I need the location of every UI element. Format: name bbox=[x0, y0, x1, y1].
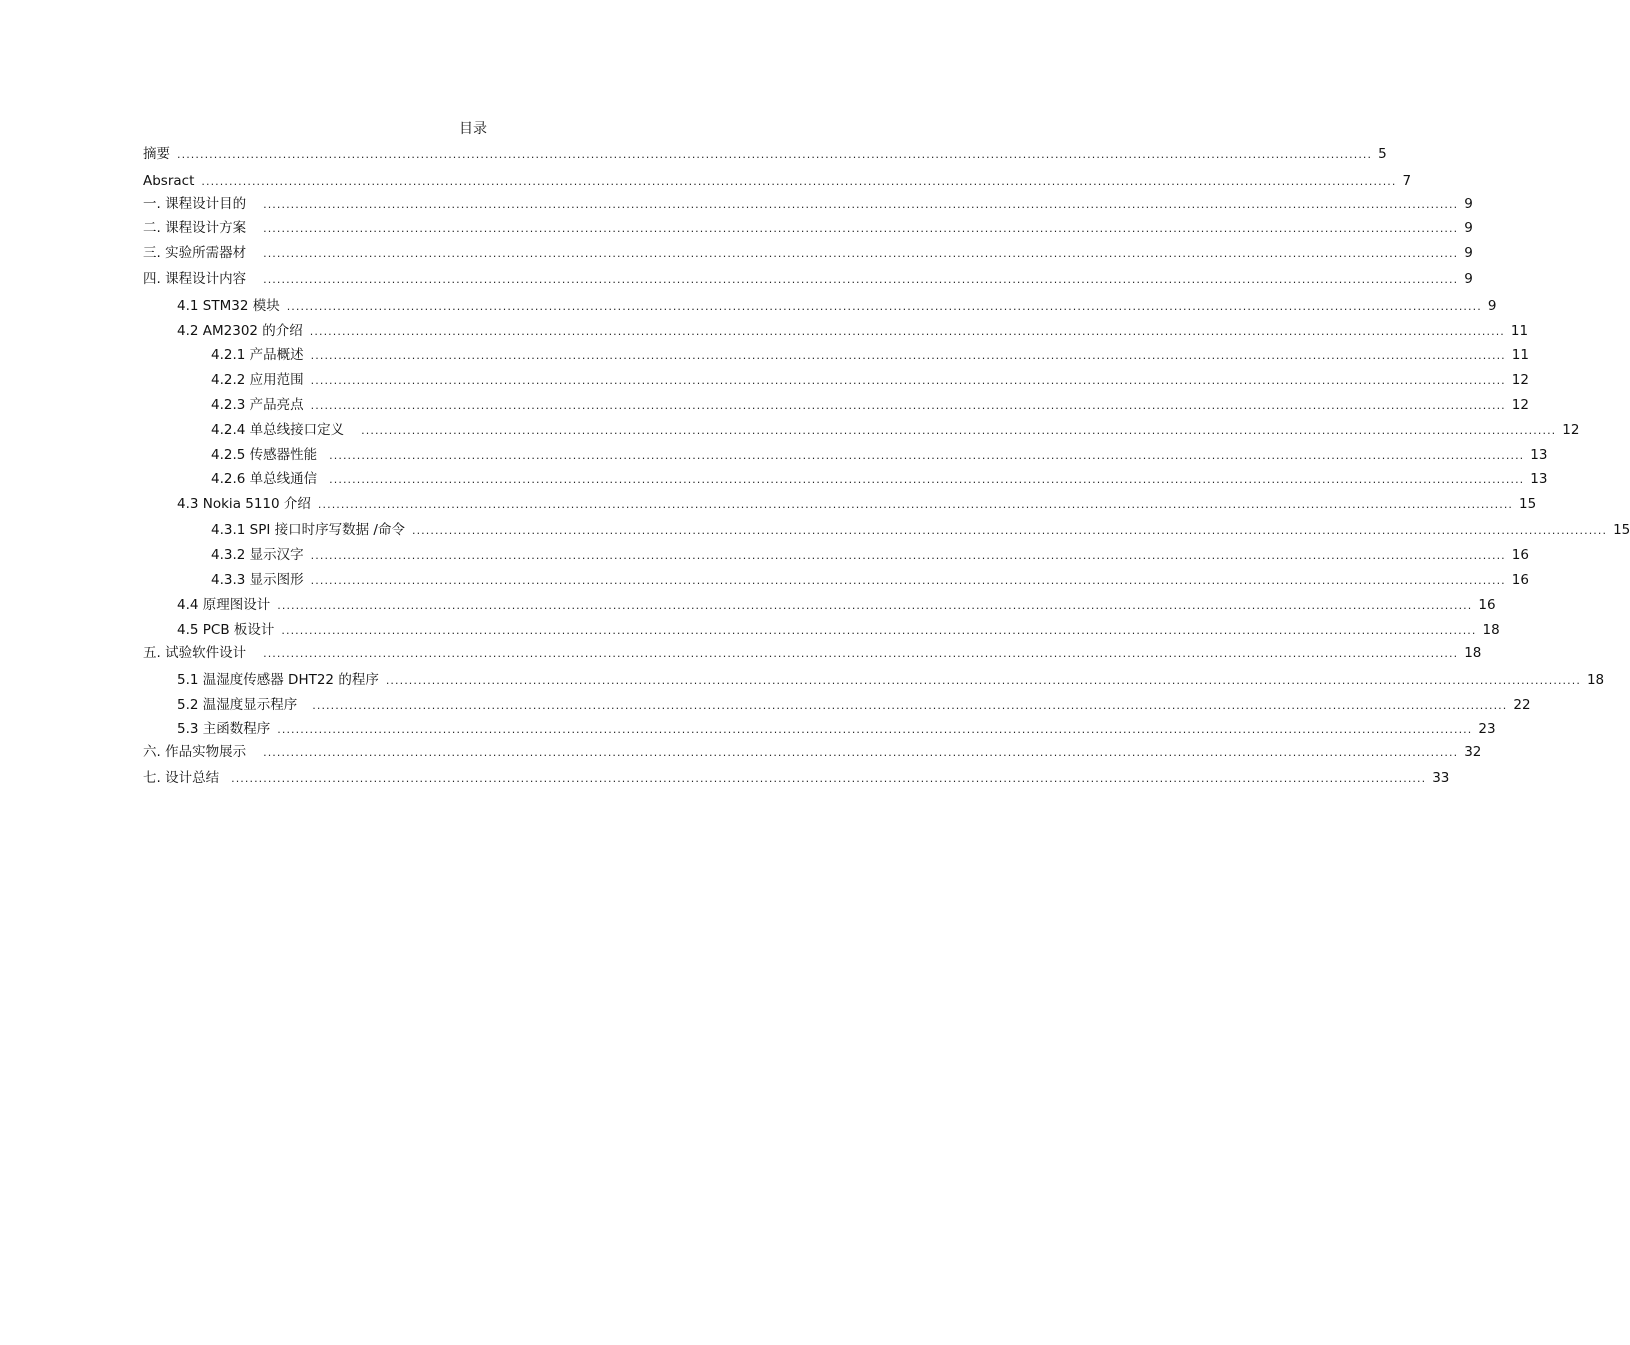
toc-entry bbox=[143, 194, 1473, 214]
toc-entry-label: 四. 课程设计内容 bbox=[143, 271, 247, 287]
toc-leader-dots: .................................................................................................................................................................................................................................................................... bbox=[263, 198, 1459, 211]
toc-entry bbox=[177, 670, 1605, 690]
toc-leader-dots: .................................................................................................................................................................................................................................................................... bbox=[317, 498, 1514, 511]
toc-leader-dots: .................................................................................................................................................................................................................................................................... bbox=[263, 273, 1459, 286]
toc-entry-label: 一. 课程设计目的 bbox=[143, 196, 247, 212]
toc-entry bbox=[177, 296, 1497, 316]
toc-leader-dots: .................................................................................................................................................................................................................................................................... bbox=[361, 424, 1557, 437]
toc-entry-page: 9 bbox=[1464, 220, 1473, 236]
toc-entry-label: 4.2.5 传感器性能 bbox=[211, 447, 318, 463]
toc-entry bbox=[143, 218, 1473, 238]
toc-entry-label: 5.2 温湿度显示程序 bbox=[177, 697, 298, 713]
toc-entry-page: 32 bbox=[1464, 744, 1482, 760]
toc-leader-dots: .................................................................................................................................................................................................................................................................... bbox=[309, 325, 1505, 338]
toc-entry-label: 4.2.1 产品概述 bbox=[211, 347, 304, 363]
toc-entry-label: 三. 实验所需器材 bbox=[143, 245, 247, 261]
toc-entry-page: 9 bbox=[1464, 196, 1473, 212]
toc-entry-page: 5 bbox=[1378, 146, 1387, 162]
toc-title: 目录 bbox=[459, 121, 487, 137]
toc-entry bbox=[143, 243, 1473, 263]
toc-entry-page: 23 bbox=[1478, 721, 1496, 737]
toc-entry bbox=[211, 395, 1529, 415]
toc-leader-dots: .................................................................................................................................................................................................................................................................... bbox=[310, 374, 1506, 387]
toc-leader-dots: .................................................................................................................................................................................................................................................................... bbox=[312, 699, 1508, 712]
toc-entry bbox=[177, 620, 1500, 640]
toc-leader-dots: .................................................................................................................................................................................................................................................................... bbox=[385, 674, 1581, 687]
toc-entry-label: 五. 试验软件设计 bbox=[143, 645, 247, 661]
toc-entry-label: 4.3.2 显示汉字 bbox=[211, 547, 304, 563]
toc-entry-label: Absract bbox=[143, 173, 195, 189]
toc-leader-dots: .................................................................................................................................................................................................................................................................... bbox=[201, 175, 1397, 188]
toc-entry-page: 16 bbox=[1478, 597, 1496, 613]
toc-entry-label: 4.2.4 单总线接口定义 bbox=[211, 422, 345, 438]
toc-leader-dots: .................................................................................................................................................................................................................................................................... bbox=[411, 524, 1608, 537]
toc-entry-page: 13 bbox=[1530, 447, 1548, 463]
toc-entry bbox=[143, 171, 1412, 191]
toc-leader-dots: .................................................................................................................................................................................................................................................................... bbox=[281, 624, 1477, 637]
toc-entry-page: 33 bbox=[1432, 770, 1450, 786]
toc-entry bbox=[177, 494, 1537, 514]
toc-entry bbox=[177, 321, 1529, 341]
toc-entry bbox=[143, 768, 1450, 788]
toc-entry-label: 5.3 主函数程序 bbox=[177, 721, 271, 737]
toc-entry-page: 15 bbox=[1519, 496, 1537, 512]
toc-entry-page: 12 bbox=[1562, 422, 1580, 438]
toc-entry bbox=[177, 595, 1496, 615]
toc-entry-label: 摘要 bbox=[143, 146, 170, 162]
toc-leader-dots: .................................................................................................................................................................................................................................................................... bbox=[329, 473, 1525, 486]
toc-leader-dots: .................................................................................................................................................................................................................................................................... bbox=[310, 574, 1506, 587]
toc-entry bbox=[211, 345, 1529, 365]
toc-entry-page: 9 bbox=[1487, 298, 1497, 314]
toc-leader-dots: .................................................................................................................................................................................................................................................................... bbox=[263, 247, 1459, 260]
toc-entry bbox=[211, 545, 1529, 565]
toc-entry-label: 4.2.6 单总线通信 bbox=[211, 471, 318, 487]
toc-entry-page: 9 bbox=[1464, 271, 1473, 287]
toc-entry-label: 二. 课程设计方案 bbox=[143, 220, 247, 236]
toc-entry-label: 4.3.3 显示图形 bbox=[211, 572, 304, 588]
toc-entry bbox=[211, 570, 1529, 590]
toc-entry-label: 六. 作品实物展示 bbox=[143, 744, 247, 760]
toc-entry bbox=[143, 742, 1482, 762]
toc-entry-label: 4.3 Nokia 5110 介绍 bbox=[177, 496, 311, 512]
toc-entry-page: 18 bbox=[1482, 622, 1500, 638]
toc-leader-dots: .................................................................................................................................................................................................................................................................... bbox=[177, 148, 1373, 161]
toc-leader-dots: .................................................................................................................................................................................................................................................................... bbox=[310, 549, 1506, 562]
toc-entry-label: 5.1 温湿度传感器 DHT22 的程序 bbox=[177, 672, 379, 688]
toc-entry-label: 4.2.2 应用范围 bbox=[211, 372, 304, 388]
toc-entry bbox=[211, 469, 1548, 489]
toc-entry-page: 18 bbox=[1464, 645, 1482, 661]
toc-entry-page: 11 bbox=[1510, 323, 1529, 339]
toc-leader-dots: .................................................................................................................................................................................................................................................................... bbox=[263, 222, 1459, 235]
toc-entry bbox=[211, 420, 1580, 440]
toc-entry-label: 4.5 PCB 板设计 bbox=[177, 622, 275, 638]
toc-entry bbox=[143, 144, 1387, 164]
toc-leader-dots: .................................................................................................................................................................................................................................................................... bbox=[277, 599, 1473, 612]
toc-entry-label: 七. 设计总结 bbox=[143, 770, 220, 786]
toc-entry-page: 16 bbox=[1511, 572, 1529, 588]
toc-leader-dots: .................................................................................................................................................................................................................................................................... bbox=[263, 647, 1459, 660]
toc-entry-page: 16 bbox=[1511, 547, 1529, 563]
toc-leader-dots: .................................................................................................................................................................................................................................................................... bbox=[310, 399, 1506, 412]
toc-leader-dots: .................................................................................................................................................................................................................................................................... bbox=[286, 300, 1482, 313]
toc-entry bbox=[211, 370, 1529, 390]
toc-entry bbox=[211, 520, 1630, 540]
toc-entry bbox=[143, 269, 1473, 289]
toc-leader-dots: .................................................................................................................................................................................................................................................................... bbox=[310, 349, 1506, 362]
toc-entry-page: 15 bbox=[1613, 522, 1630, 538]
toc-entry bbox=[143, 643, 1482, 663]
toc-entry-label: 4.2.3 产品亮点 bbox=[211, 397, 304, 413]
toc-entry-page: 13 bbox=[1530, 471, 1548, 487]
toc-entry-label: 4.4 原理图设计 bbox=[177, 597, 271, 613]
toc-entry-page: 9 bbox=[1464, 245, 1473, 261]
toc-entry bbox=[177, 719, 1496, 739]
toc-entry-page: 22 bbox=[1513, 697, 1531, 713]
toc-entry-page: 7 bbox=[1402, 173, 1412, 189]
toc-entry bbox=[211, 445, 1548, 465]
toc-entry-label: 4.1 STM32 模块 bbox=[177, 298, 280, 314]
toc-leader-dots: .................................................................................................................................................................................................................................................................... bbox=[329, 449, 1525, 462]
toc-entry-page: 11 bbox=[1511, 347, 1529, 363]
toc-entry bbox=[177, 695, 1531, 715]
toc-leader-dots: .................................................................................................................................................................................................................................................................... bbox=[263, 746, 1459, 759]
toc-entry-page: 18 bbox=[1586, 672, 1605, 688]
toc-entry-label: 4.3.1 SPI 接口时序写数据 /命令 bbox=[211, 522, 405, 538]
toc-entry-page: 12 bbox=[1511, 372, 1529, 388]
toc-entry-label: 4.2 AM2302 的介绍 bbox=[177, 323, 303, 339]
toc-entry-page: 12 bbox=[1511, 397, 1529, 413]
toc-leader-dots: .................................................................................................................................................................................................................................................................... bbox=[277, 723, 1473, 736]
toc-leader-dots: .................................................................................................................................................................................................................................................................... bbox=[231, 772, 1427, 785]
